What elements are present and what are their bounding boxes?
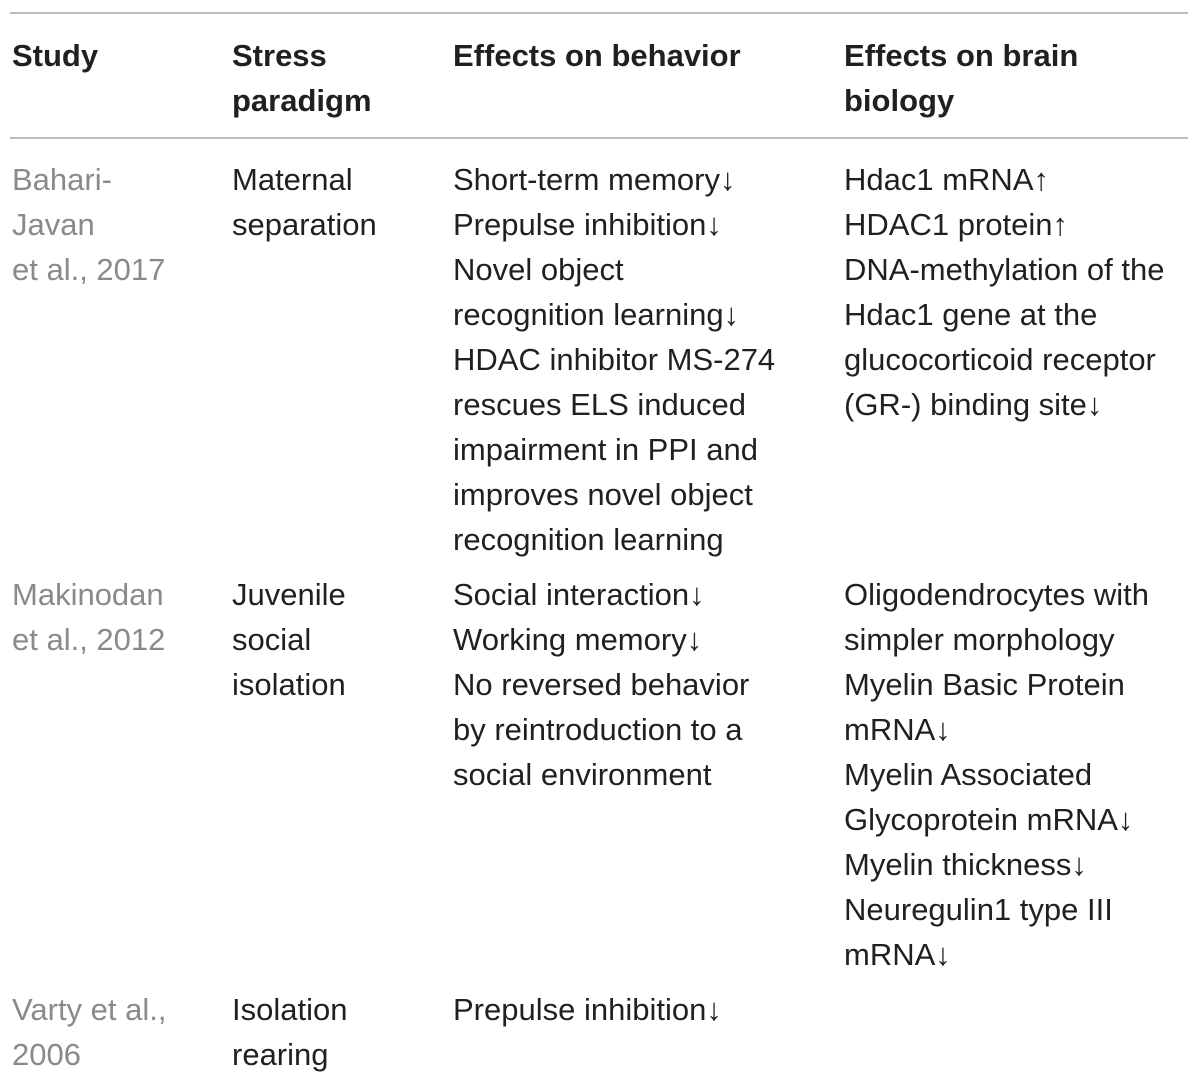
- header-stress-line: Stress: [232, 38, 327, 73]
- cell-line: recognition learning: [453, 522, 724, 557]
- cell-line: Prepulse inhibition↓: [453, 992, 722, 1027]
- cell-line: Oligodendrocytes with: [844, 577, 1149, 612]
- row3-stress-paradigm: [232, 987, 347, 1077]
- header-effects-behavior: [453, 33, 741, 78]
- header-brain-line: Effects on brain: [844, 38, 1079, 73]
- cell-line: Isolation: [232, 992, 348, 1027]
- cell-line: Working memory↓: [453, 622, 703, 657]
- header-study: [12, 33, 98, 78]
- cell-line: Makinodan: [12, 577, 164, 612]
- row1-effects-behavior: [453, 157, 775, 562]
- row3-study: [12, 987, 167, 1077]
- cell-line: (GR-) binding site↓: [844, 387, 1103, 422]
- cell-line: isolation: [232, 667, 346, 702]
- cell-line: Bahari-: [12, 162, 112, 197]
- cell-line: social environment: [453, 757, 712, 792]
- cell-line: Maternal: [232, 162, 353, 197]
- row2-effects-behavior: [453, 572, 749, 797]
- cell-line: by reintroduction to a: [453, 712, 743, 747]
- cell-line: social: [232, 622, 312, 657]
- cell-line: impairment in PPI and: [453, 432, 758, 467]
- cell-line: Social interaction↓: [453, 577, 705, 612]
- cell-line: mRNA↓: [844, 712, 951, 747]
- cell-line: Myelin Basic Protein: [844, 667, 1125, 702]
- row1-study: [12, 157, 165, 292]
- cell-line: DNA-methylation of the: [844, 252, 1165, 287]
- header-stress-paradigm: [232, 33, 372, 123]
- cell-line: recognition learning↓: [453, 297, 740, 332]
- row3-effects-behavior: [453, 987, 722, 1032]
- cell-line: 2006: [12, 1037, 81, 1072]
- row2-stress-paradigm: [232, 572, 346, 707]
- cell-line: Myelin Associated: [844, 757, 1093, 792]
- cell-line: HDAC inhibitor MS-274: [453, 342, 776, 377]
- row2-study: [12, 572, 165, 662]
- cell-line: Novel object: [453, 252, 624, 287]
- cell-line: et al., 2012: [12, 622, 166, 657]
- cell-line: mRNA↓: [844, 937, 951, 972]
- cell-line: Neuregulin1 type III: [844, 892, 1113, 927]
- table-top-rule: [10, 12, 1188, 14]
- row1-stress-paradigm: [232, 157, 377, 247]
- cell-line: simpler morphology: [844, 622, 1115, 657]
- header-bottom-rule: [10, 137, 1188, 139]
- cell-line: et al., 2017: [12, 252, 166, 287]
- header-brain-line: biology: [844, 83, 955, 118]
- cell-line: rearing: [232, 1037, 329, 1072]
- header-stress-line: paradigm: [232, 83, 372, 118]
- cell-line: separation: [232, 207, 377, 242]
- cell-line: Varty et al.,: [12, 992, 167, 1027]
- row2-effects-brain: [844, 572, 1149, 977]
- row1-effects-brain: [844, 157, 1164, 427]
- cell-line: Hdac1 mRNA↑: [844, 162, 1049, 197]
- cell-line: rescues ELS induced: [453, 387, 746, 422]
- header-effects-brain: [844, 33, 1078, 123]
- cell-line: Myelin thickness↓: [844, 847, 1087, 882]
- cell-line: glucocorticoid receptor: [844, 342, 1156, 377]
- cell-line: Short-term memory↓: [453, 162, 736, 197]
- header-behavior-line: Effects on behavior: [453, 38, 741, 73]
- cell-line: Prepulse inhibition↓: [453, 207, 722, 242]
- cell-line: Juvenile: [232, 577, 346, 612]
- cell-line: HDAC1 protein↑: [844, 207, 1068, 242]
- cell-line: improves novel object: [453, 477, 753, 512]
- cell-line: No reversed behavior: [453, 667, 750, 702]
- header-study-line: Study: [12, 38, 99, 73]
- cell-line: Glycoprotein mRNA↓: [844, 802, 1134, 837]
- cell-line: Hdac1 gene at the: [844, 297, 1098, 332]
- cell-line: Javan: [12, 207, 95, 242]
